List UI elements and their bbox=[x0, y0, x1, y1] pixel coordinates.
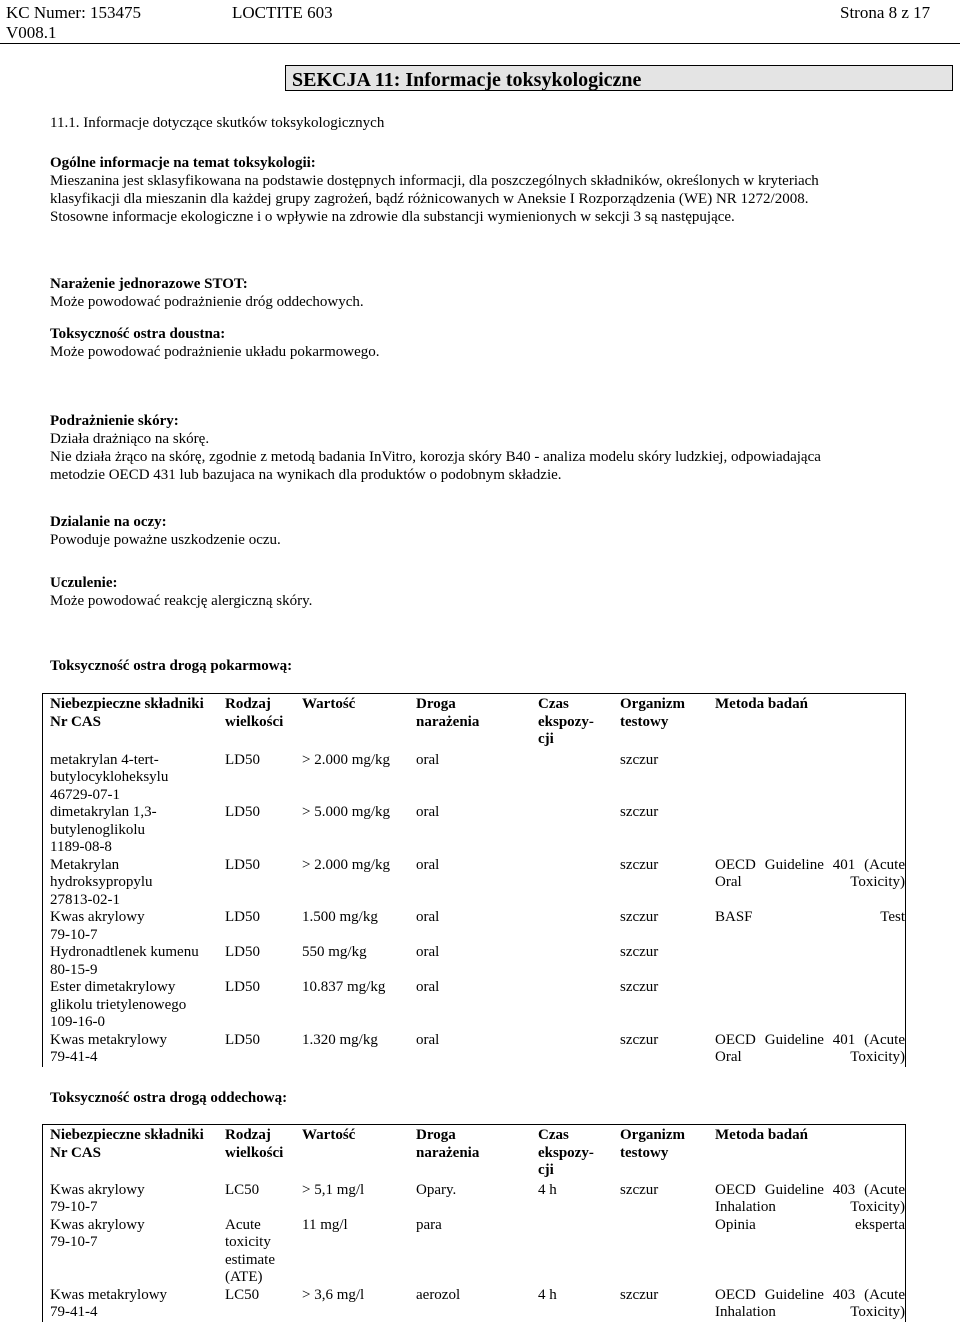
header-value bbox=[295, 1125, 409, 1180]
cell-time bbox=[531, 1032, 613, 1067]
cell-name bbox=[43, 1032, 219, 1067]
cell-type-line: LC50 bbox=[225, 1181, 260, 1198]
cell-type bbox=[218, 1287, 295, 1322]
header-ingredient-line: Nr CAS bbox=[50, 713, 101, 730]
table-row bbox=[43, 1217, 906, 1287]
cell-type-line: LC50 bbox=[225, 1286, 260, 1303]
cell-value: > 5,1 mg/l bbox=[302, 1181, 365, 1198]
cell-type bbox=[218, 909, 295, 944]
subsection-title: 11.1. Informacje dotyczące skutków toksykologicznych bbox=[50, 115, 385, 131]
stot-heading: Narażenie jednorazowe STOT: bbox=[50, 276, 248, 292]
cell-method bbox=[708, 857, 906, 910]
cell-method-line: Oral Toxicity) bbox=[715, 1049, 905, 1065]
cell-route: oral bbox=[416, 751, 440, 768]
product-name: LOCTITE 603 bbox=[232, 3, 333, 22]
cell-name-line: Ester dimetakrylowy bbox=[50, 979, 176, 995]
cell-value: 11 mg/l bbox=[302, 1216, 348, 1233]
header-time-line: cji bbox=[538, 731, 554, 747]
cell-type-line: LD50 bbox=[225, 909, 260, 925]
cell-time bbox=[531, 909, 613, 944]
header-route-line: narażenia bbox=[416, 1144, 480, 1161]
cell-route: oral bbox=[416, 1031, 440, 1048]
oral-acute-heading: Toksyczność ostra doustna: bbox=[50, 326, 226, 342]
cell-type-line: estimate bbox=[225, 1251, 275, 1268]
stot-text: Może powodować podrażnienie dróg oddechowych. bbox=[50, 294, 364, 310]
header-route bbox=[409, 694, 531, 749]
cell-name-line: 79-41-4 bbox=[50, 1049, 98, 1065]
cell-name bbox=[43, 1180, 219, 1217]
general-line-1: Mieszanina jest sklasyfikowana na podstawie dostępnych informacji, dla poszczególnych składników, określonych w kryteriach bbox=[50, 173, 819, 189]
cell-method bbox=[708, 909, 906, 944]
cell-name-line: Kwas metakrylowy bbox=[50, 1031, 168, 1048]
header-time-line: ekspozy- bbox=[538, 1144, 594, 1161]
cell-type-line: LD50 bbox=[225, 804, 260, 820]
header-route-line: Droga bbox=[416, 1127, 456, 1143]
header-time bbox=[531, 1125, 613, 1180]
header-ingredient-line: Niebezpieczne składniki bbox=[50, 696, 204, 712]
cell-method-line: Oral Toxicity) bbox=[715, 874, 905, 890]
header-ingredient-line: Niebezpieczne składniki bbox=[50, 1127, 204, 1143]
cell-name-line: 79-10-7 bbox=[50, 926, 98, 943]
cell-method-line: OECD Guideline 403 (Acute bbox=[715, 1286, 905, 1303]
header-organism-line: Organizm bbox=[620, 1127, 685, 1143]
header-type-line: wielkości bbox=[225, 713, 284, 730]
header-method bbox=[708, 1125, 906, 1180]
cell-method bbox=[708, 944, 906, 979]
cell-type-line: toxicity bbox=[225, 1234, 271, 1250]
table-row bbox=[43, 857, 906, 910]
header-type bbox=[218, 1125, 295, 1180]
header-type-line: Rodzaj bbox=[225, 696, 271, 712]
cell-name-line: hydroksypropylu bbox=[50, 874, 153, 890]
cell-time: 4 h bbox=[538, 1286, 557, 1303]
skin-line-3: metodzie OECD 431 lub bazujaca na wynikach dla produktów o podobnym składzie. bbox=[50, 467, 562, 483]
cell-value: > 3,6 mg/l bbox=[302, 1286, 365, 1303]
cell-method-line: Opinia eksperta bbox=[715, 1216, 905, 1233]
cell-route: Opary. bbox=[416, 1181, 457, 1198]
cell-method bbox=[708, 804, 906, 857]
eyes-text: Powoduje poważne uszkodzenie oczu. bbox=[50, 532, 281, 548]
cell-organism: szczur bbox=[620, 1286, 659, 1303]
header-type-line: Rodzaj bbox=[225, 1127, 271, 1143]
skin-line-2: Nie działa żrąco na skórę, zgodnie z metodą badania InVitro, korozja skóry B40 - analiza modelu skóry ludzkiej, odpowiadająca bbox=[50, 449, 821, 465]
table-row bbox=[43, 1180, 906, 1217]
cell-name bbox=[43, 909, 219, 944]
cell-name bbox=[43, 979, 219, 1032]
cell-name-line: 46729-07-1 bbox=[50, 786, 120, 803]
cell-value: 1.500 mg/kg bbox=[302, 909, 378, 925]
cell-organism: szczur bbox=[620, 1181, 659, 1198]
cell-type bbox=[218, 749, 295, 805]
cell-name bbox=[43, 1217, 219, 1287]
cell-organism: szczur bbox=[620, 751, 659, 768]
kc-number: KC Numer: 153475 bbox=[6, 3, 142, 22]
cell-route: aerozol bbox=[416, 1286, 461, 1303]
cell-value: 10.837 mg/kg bbox=[302, 979, 386, 995]
table-header-row bbox=[43, 1125, 906, 1180]
cell-organism: szczur bbox=[620, 856, 659, 873]
cell-name bbox=[43, 944, 219, 979]
header-type-line: wielkości bbox=[225, 1144, 284, 1161]
cell-method bbox=[708, 749, 906, 805]
cell-method bbox=[708, 1217, 906, 1287]
oral-table-title: Toksyczność ostra drogą pokarmową: bbox=[50, 658, 293, 674]
header-value-line: Wartość bbox=[302, 1127, 356, 1143]
cell-organism: szczur bbox=[620, 979, 659, 995]
cell-name-line: butylocykloheksylu bbox=[50, 769, 169, 785]
cell-route: oral bbox=[416, 804, 440, 820]
cell-method bbox=[708, 1032, 906, 1067]
cell-name-line: Kwas metakrylowy bbox=[50, 1286, 168, 1303]
cell-name bbox=[43, 1287, 219, 1322]
header-value-line: Wartość bbox=[302, 696, 356, 712]
cell-value: 550 mg/kg bbox=[302, 944, 367, 960]
eyes-heading: Dzialanie na oczy: bbox=[50, 514, 167, 530]
cell-route: oral bbox=[416, 909, 440, 925]
cell-type-line: LD50 bbox=[225, 944, 260, 960]
inhal-table-title: Toksyczność ostra drogą oddechową: bbox=[50, 1090, 288, 1106]
skin-line-1: Działa drażniąco na skórę. bbox=[50, 431, 210, 447]
header-organism bbox=[613, 1125, 708, 1180]
oral-toxicity-table bbox=[42, 693, 906, 1067]
sensitization-text: Może powodować reakcję alergiczną skóry. bbox=[50, 593, 313, 609]
section-title: SEKCJA 11: Informacje toksykologiczne bbox=[292, 69, 642, 91]
header-time bbox=[531, 694, 613, 749]
header-ingredient bbox=[43, 694, 219, 749]
cell-name bbox=[43, 804, 219, 857]
cell-organism: szczur bbox=[620, 1031, 659, 1048]
cell-name-line: 80-15-9 bbox=[50, 961, 98, 978]
cell-value: > 5.000 mg/kg bbox=[302, 804, 391, 820]
cell-type-line: LD50 bbox=[225, 856, 260, 873]
cell-time: 4 h bbox=[538, 1181, 557, 1198]
header-method-line: Metoda badań bbox=[715, 1127, 808, 1143]
header-organism-line: Organizm bbox=[620, 696, 685, 712]
cell-method bbox=[708, 979, 906, 1032]
header-time-line: ekspozy- bbox=[538, 713, 594, 730]
cell-value: > 2.000 mg/kg bbox=[302, 856, 391, 873]
table-row bbox=[43, 944, 906, 979]
header-route-line: Droga bbox=[416, 696, 456, 712]
header-value bbox=[295, 694, 409, 749]
header-time-line: Czas bbox=[538, 1127, 569, 1143]
header-organism-line: testowy bbox=[620, 713, 669, 730]
header-ingredient bbox=[43, 1125, 219, 1180]
cell-value: > 2.000 mg/kg bbox=[302, 751, 391, 768]
cell-time bbox=[531, 1217, 613, 1287]
cell-name-line: metakrylan 4-tert- bbox=[50, 751, 159, 768]
header-time-line: Czas bbox=[538, 696, 569, 712]
table-row bbox=[43, 804, 906, 857]
cell-organism: szczur bbox=[620, 944, 659, 960]
header-route bbox=[409, 1125, 531, 1180]
cell-route: oral bbox=[416, 944, 440, 960]
cell-type bbox=[218, 1180, 295, 1217]
cell-type-line: LD50 bbox=[225, 1031, 260, 1048]
header-divider bbox=[0, 43, 960, 44]
cell-type bbox=[218, 857, 295, 910]
header-route-line: narażenia bbox=[416, 713, 480, 730]
oral-acute-text: Może powodować podrażnienie układu pokarmowego. bbox=[50, 344, 380, 360]
table-row bbox=[43, 909, 906, 944]
cell-name-line: 109-16-0 bbox=[50, 1014, 105, 1030]
cell-name-line: Hydronadtlenek kumenu bbox=[50, 944, 199, 960]
cell-name bbox=[43, 857, 219, 910]
cell-type-line: LD50 bbox=[225, 751, 260, 768]
cell-name-line: 79-10-7 bbox=[50, 1199, 98, 1215]
header-organism-line: testowy bbox=[620, 1144, 669, 1161]
cell-name-line: 79-10-7 bbox=[50, 1234, 98, 1250]
header-time-line: cji bbox=[538, 1162, 554, 1178]
cell-method-line: BASF Test bbox=[715, 909, 905, 925]
header-method bbox=[708, 694, 906, 749]
cell-organism: szczur bbox=[620, 909, 659, 925]
cell-type-line: Acute bbox=[225, 1216, 261, 1233]
general-heading: Ogólne informacje na temat toksykologii: bbox=[50, 155, 316, 171]
cell-value: 1.320 mg/kg bbox=[302, 1031, 378, 1048]
table-row bbox=[43, 749, 906, 805]
cell-method-line: OECD Guideline 401 (Acute bbox=[715, 856, 905, 873]
cell-name-line: 27813-02-1 bbox=[50, 891, 120, 908]
general-line-2: klasyfikacji dla mieszanin dla każdej grupy zagrożeń, bądź różnicowanych w Aneksie I Rozporządzenia (WE) NR 1272/2008. bbox=[50, 191, 809, 207]
cell-name-line: 79-41-4 bbox=[50, 1304, 98, 1320]
general-line-3: Stosowne informacje ekologiczne i o wpływie na zdrowie dla substancji wymienionych w sekcji 3 są następujące. bbox=[50, 209, 735, 225]
cell-name-line: Kwas akrylowy bbox=[50, 909, 145, 925]
header-ingredient-line: Nr CAS bbox=[50, 1144, 101, 1161]
cell-time bbox=[531, 804, 613, 857]
cell-organism: szczur bbox=[620, 804, 659, 820]
table-row bbox=[43, 979, 906, 1032]
cell-type bbox=[218, 1032, 295, 1067]
version: V008.1 bbox=[6, 23, 57, 42]
cell-name-line: glikolu trietylenowego bbox=[50, 996, 187, 1013]
cell-name-line: Metakrylan bbox=[50, 856, 120, 873]
cell-name-line: butylenoglikolu bbox=[50, 821, 145, 838]
cell-method-line: Inhalation Toxicity) bbox=[715, 1199, 905, 1215]
table-row bbox=[43, 1287, 906, 1322]
sensitization-heading: Uczulenie: bbox=[50, 575, 118, 591]
section-title-bar bbox=[285, 65, 953, 91]
cell-type-line: LD50 bbox=[225, 979, 260, 995]
cell-method-line: Inhalation Toxicity) bbox=[715, 1304, 905, 1320]
cell-method-line: OECD Guideline 401 (Acute bbox=[715, 1031, 905, 1048]
cell-method bbox=[708, 1287, 906, 1322]
cell-time bbox=[531, 979, 613, 1032]
cell-name-line: Kwas akrylowy bbox=[50, 1181, 145, 1198]
skin-heading: Podrażnienie skóry: bbox=[50, 413, 179, 429]
cell-time bbox=[531, 857, 613, 910]
cell-method bbox=[708, 1180, 906, 1217]
cell-time bbox=[531, 944, 613, 979]
cell-name-line: 1189-08-8 bbox=[50, 839, 112, 855]
header-type bbox=[218, 694, 295, 749]
table-row bbox=[43, 1032, 906, 1067]
header-method-line: Metoda badań bbox=[715, 696, 808, 712]
cell-name-line: dimetakrylan 1,3- bbox=[50, 804, 157, 820]
cell-route: para bbox=[416, 1216, 442, 1233]
cell-name bbox=[43, 749, 219, 805]
page-number: Strona 8 z 17 bbox=[840, 3, 931, 22]
cell-type bbox=[218, 1217, 295, 1287]
cell-route: oral bbox=[416, 856, 440, 873]
table-header-row bbox=[43, 694, 906, 749]
cell-type bbox=[218, 804, 295, 857]
cell-type-line: (ATE) bbox=[225, 1269, 263, 1285]
cell-type bbox=[218, 944, 295, 979]
cell-time bbox=[531, 749, 613, 805]
cell-route: oral bbox=[416, 979, 440, 995]
header-organism bbox=[613, 694, 708, 749]
cell-type bbox=[218, 979, 295, 1032]
cell-organism bbox=[613, 1217, 708, 1287]
inhalation-toxicity-table bbox=[42, 1124, 906, 1322]
cell-name-line: Kwas akrylowy bbox=[50, 1216, 145, 1233]
cell-method-line: OECD Guideline 403 (Acute bbox=[715, 1181, 905, 1198]
